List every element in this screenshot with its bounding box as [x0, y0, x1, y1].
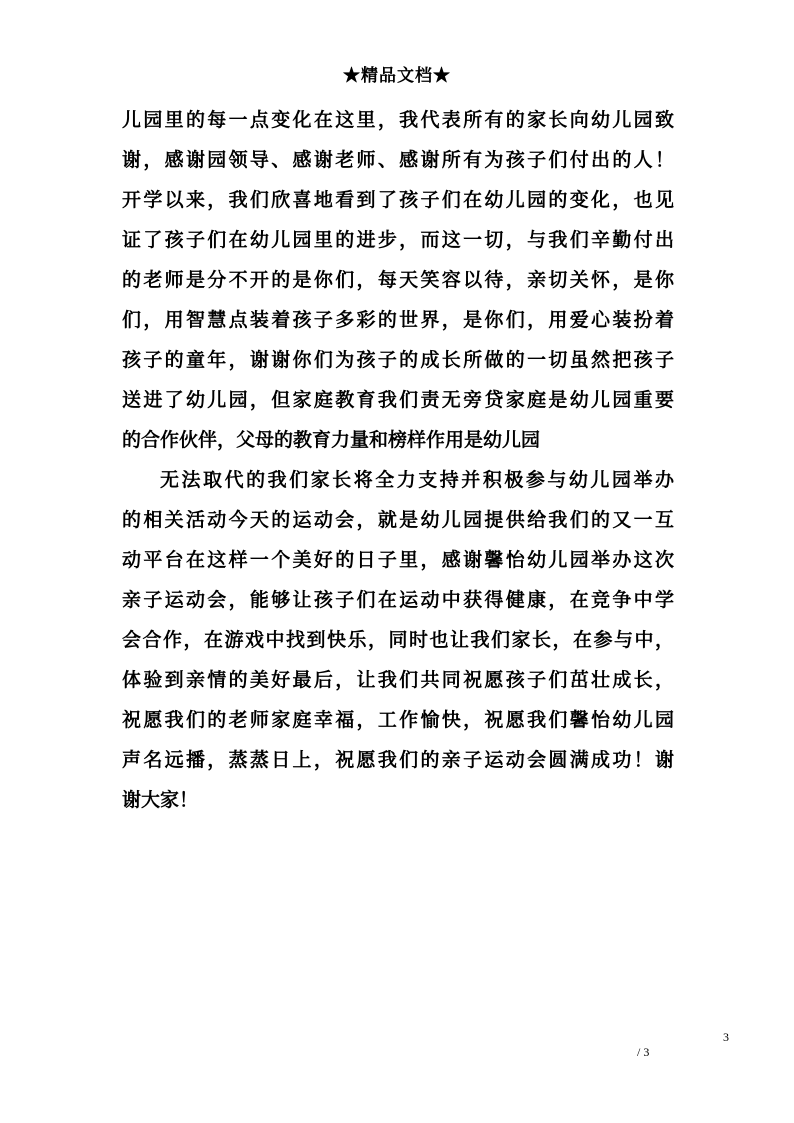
page-total: / 3 [637, 1045, 650, 1059]
text-line: 体验到亲情的美好最后，让我们共同祝愿孩子们茁壮成长， [122, 669, 674, 691]
text-line: 的相关活动今天的运动会，就是幼儿园提供给我们的又一互 [122, 509, 674, 531]
paragraph-first-line: 无法取代的我们家长将全力支持并积极参与幼儿园举办 [160, 469, 674, 491]
text-line: 的合作伙伴，父母的教育力量和榜样作用是幼儿园 [122, 429, 541, 451]
text-line: 们，用智慧点装着孩子多彩的世界，是你们，用爱心装扮着 [122, 309, 674, 331]
document-header-title: ★精品文档★ [343, 66, 451, 86]
page-number: 3 [723, 1030, 729, 1044]
text-line: 祝愿我们的老师家庭幸福，工作愉快，祝愿我们馨怡幼儿园 [122, 709, 674, 731]
text-line: 动平台在这样一个美好的日子里，感谢馨怡幼儿园举办这次 [122, 549, 674, 571]
text-line: 儿园里的每一点变化在这里，我代表所有的家长向幼儿园致 [122, 109, 674, 131]
text-line: 的老师是分不开的是你们，每天笑容以待，亲切关怀，是你 [122, 269, 674, 291]
text-line: 孩子的童年，谢谢你们为孩子的成长所做的一切虽然把孩子 [122, 349, 674, 371]
text-line: 谢，感谢园领导、感谢老师、感谢所有为孩子们付出的人！ [122, 149, 674, 171]
text-line: 送进了幼儿园，但家庭教育我们责无旁贷家庭是幼儿园重要 [122, 389, 674, 411]
text-line: 谢大家！ [122, 789, 199, 811]
text-line: 证了孩子们在幼儿园里的进步，而这一切，与我们辛勤付出 [122, 229, 674, 251]
text-line: 开学以来，我们欣喜地看到了孩子们在幼儿园的变化，也见 [122, 189, 674, 211]
text-line: 声名远播，蒸蒸日上，祝愿我们的亲子运动会圆满成功！谢 [122, 749, 674, 771]
document-body [122, 100, 674, 820]
text-line: 亲子运动会，能够让孩子们在运动中获得健康，在竞争中学 [122, 589, 674, 611]
text-line: 会合作，在游戏中找到快乐，同时也让我们家长，在参与中， [122, 629, 674, 651]
